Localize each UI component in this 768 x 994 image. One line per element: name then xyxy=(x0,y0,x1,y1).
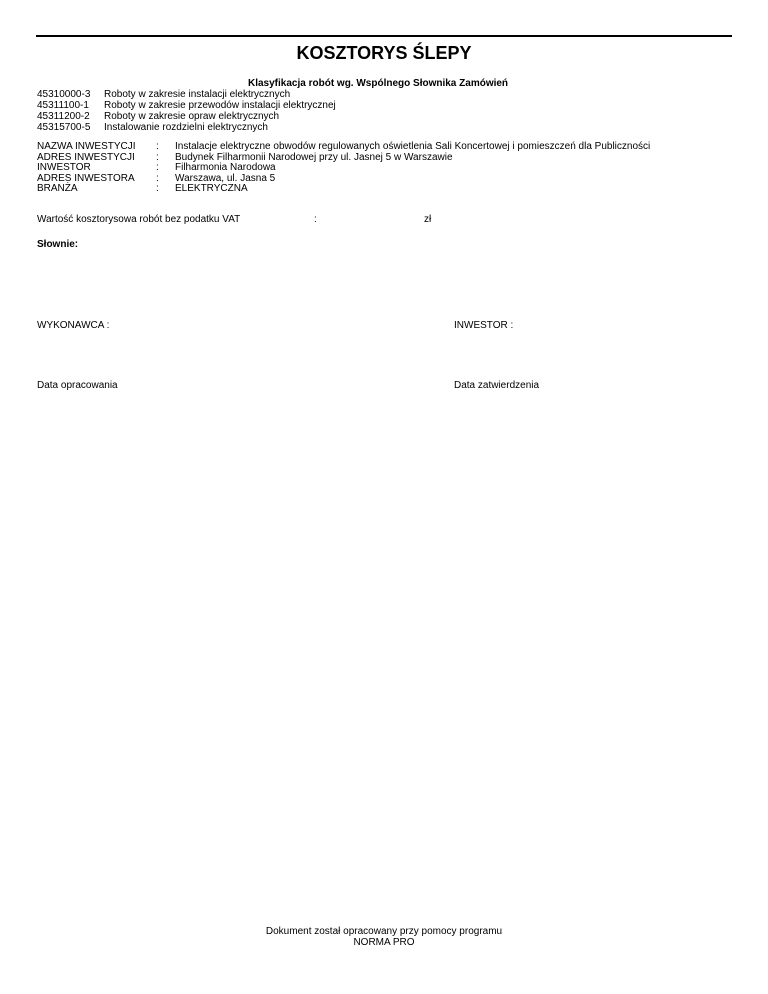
info-colon: : xyxy=(156,183,159,194)
info-value: ELEKTRYCZNA xyxy=(175,183,248,194)
info-value: Budynek Filharmonii Narodowej przy ul. Jasnej 5 w Warszawie xyxy=(175,151,453,163)
amount-in-words-label: Słownie: xyxy=(37,239,79,250)
info-colon: : xyxy=(156,172,159,184)
preparation-date-label: Data opracowania xyxy=(37,380,118,391)
cpv-description: Roboty w zakresie opraw elektrycznych xyxy=(104,111,280,122)
info-value: Filharmonia Narodowa xyxy=(175,162,276,173)
cpv-item xyxy=(37,122,336,133)
cpv-description: Instalowanie rozdzielni elektrycznych xyxy=(104,122,268,133)
info-label: NAZWA INWESTYCJI xyxy=(37,141,136,152)
cpv-heading: Klasyfikacja robót wg. Wspólnego Słownika Zamówień xyxy=(248,78,509,89)
cpv-list xyxy=(37,89,336,133)
software-name: NORMA PRO xyxy=(353,936,415,948)
info-label: INWESTOR xyxy=(37,162,91,173)
info-row xyxy=(37,163,650,174)
cpv-item xyxy=(37,100,336,111)
footer xyxy=(0,927,768,948)
footer-line: Dokument został opracowany przy pomocy programu xyxy=(265,926,503,937)
info-value: Instalacje elektryczne obwodów regulowanych oświetlenia Sali Koncertowej i pomieszczeń dla Publiczności xyxy=(175,141,651,152)
info-row xyxy=(37,142,650,153)
cpv-item xyxy=(37,111,336,122)
investor-label: INWESTOR : xyxy=(454,320,514,331)
page-title: KOSZTORYS ŚLEPY xyxy=(296,43,472,63)
top-divider xyxy=(36,35,732,37)
info-label: BRANŻA xyxy=(37,183,78,194)
cpv-code: 45310000-3 xyxy=(37,89,91,100)
cpv-code: 45311200-2 xyxy=(37,111,90,122)
cpv-description: Roboty w zakresie instalacji elektrycznych xyxy=(104,89,291,100)
net-value-label: Wartość kosztorysowa robót bez podatku VAT xyxy=(37,214,241,225)
cpv-code: 45311100-1 xyxy=(37,100,89,111)
cpv-item xyxy=(37,89,336,100)
info-colon: : xyxy=(156,141,159,152)
contractor-label: WYKONAWCA : xyxy=(37,320,110,331)
info-row xyxy=(37,184,650,195)
cpv-code: 45315700-5 xyxy=(37,122,91,133)
info-value: Warszawa, ul. Jasna 5 xyxy=(175,172,276,184)
investment-info xyxy=(37,142,650,195)
info-label: ADRES INWESTYCJI xyxy=(37,151,135,163)
net-value-colon: : xyxy=(314,214,317,225)
info-row xyxy=(37,153,650,164)
approval-date-label: Data zatwierdzenia xyxy=(454,380,540,391)
cpv-description: Roboty w zakresie przewodów instalacji elektrycznej xyxy=(104,100,336,111)
info-row xyxy=(37,174,650,185)
info-colon: : xyxy=(156,162,159,173)
net-value-currency: zł xyxy=(424,214,432,225)
info-label: ADRES INWESTORA xyxy=(37,172,135,184)
info-colon: : xyxy=(156,151,159,163)
